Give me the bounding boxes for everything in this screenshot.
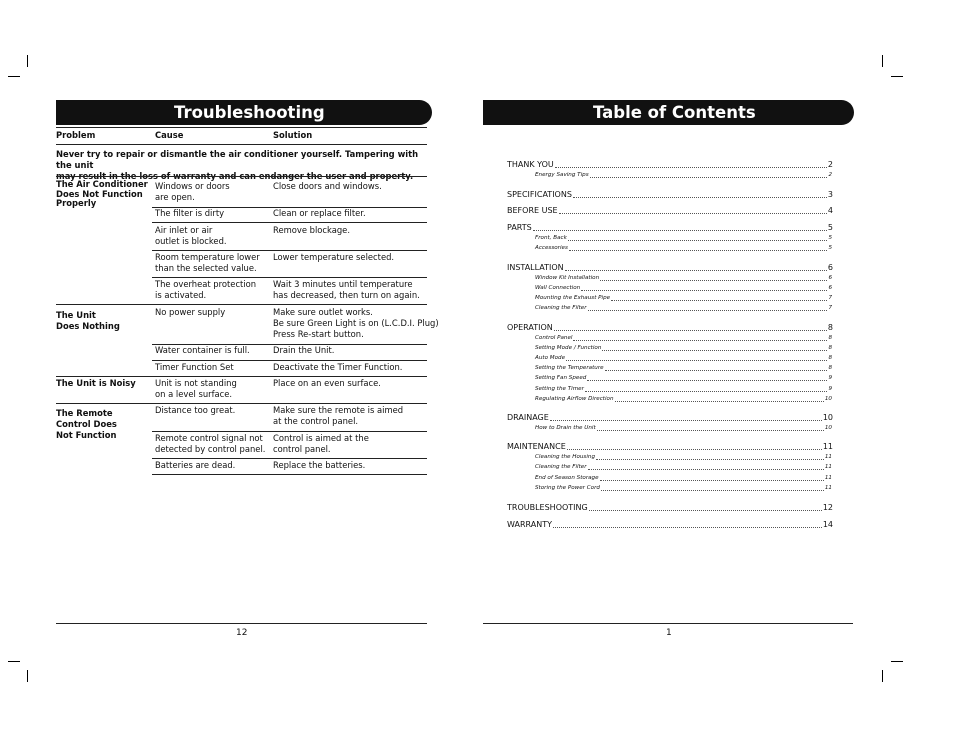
divider <box>152 277 427 278</box>
toc-leader <box>565 263 827 271</box>
toc-leader <box>589 503 822 511</box>
toc-label: SPECIFICATIONS <box>507 190 572 199</box>
solution-cell: Deactivate the Timer Function. <box>273 362 403 372</box>
crop-mark <box>882 55 883 67</box>
divider <box>152 458 427 459</box>
toc-page: 3 <box>827 190 833 199</box>
toc-page: 7 <box>828 305 832 311</box>
solution-cell: Make sure outlet works. Be sure Green Light is on (L.C.D.I. Plug) Press Re-start button. <box>273 307 439 339</box>
toc-page: 8 <box>828 335 832 341</box>
cause-cell: Remote control signal not detected by control panel. <box>155 433 266 454</box>
toc-leader <box>569 244 828 251</box>
toc-leader <box>553 520 822 528</box>
solution-cell: Clean or replace filter. <box>273 208 366 218</box>
crop-mark <box>891 76 903 77</box>
toc-leader <box>559 206 827 214</box>
toc-page: 14 <box>822 520 833 529</box>
divider <box>56 127 427 128</box>
toc-subentry <box>535 294 832 302</box>
toc-subentry <box>535 284 832 292</box>
toc-subentry <box>535 395 832 403</box>
troubleshooting-banner <box>56 100 432 125</box>
toc-page: 11 <box>822 442 833 451</box>
toc-label: PARTS <box>507 223 532 232</box>
toc-leader <box>581 284 827 291</box>
toc-subentry <box>535 171 832 179</box>
toc-label: THANK YOU <box>507 160 554 169</box>
divider <box>56 376 427 377</box>
cause-cell: Distance too great. <box>155 405 236 415</box>
toc-label: Mounting the Exhaust Pipe <box>535 295 611 301</box>
toc-leader <box>573 190 827 198</box>
solution-header: Solution <box>273 130 313 140</box>
toc-page: 11 <box>824 475 832 481</box>
toc-label: Front, Back <box>535 235 567 241</box>
toc-leader <box>597 424 824 431</box>
cause-cell: No power supply <box>155 307 226 317</box>
cause-cell: Windows or doors are open. <box>155 181 230 202</box>
toc-page: 8 <box>828 365 832 371</box>
cause-cell: Batteries are dead. <box>155 460 236 470</box>
toc-page: 5 <box>827 223 833 232</box>
solution-cell: Control is aimed at the control panel. <box>273 433 369 454</box>
cause-cell: The filter is dirty <box>155 208 225 218</box>
toc-subentry <box>535 274 832 282</box>
toc-leader <box>596 453 824 460</box>
toc-leader <box>601 484 824 491</box>
cause-header: Cause <box>155 130 184 140</box>
toc-entry <box>507 223 833 233</box>
crop-mark <box>27 670 28 682</box>
solution-cell: Lower temperature selected. <box>273 252 395 262</box>
toc-page: 10 <box>824 396 832 402</box>
toc-entry <box>507 442 833 452</box>
toc-entry <box>507 160 833 170</box>
solution-cell: Place on an even surface. <box>273 378 381 388</box>
toc-label: Energy Saving Tips <box>535 172 589 178</box>
toc-label: Auto Mode <box>535 355 566 361</box>
divider <box>56 144 427 145</box>
solution-cell: Make sure the remote is aimed at the control panel. <box>273 405 404 426</box>
toc-leader <box>573 334 827 341</box>
toc-subentry <box>535 244 832 252</box>
toc-entry <box>507 190 833 200</box>
cause-cell: Air inlet or air outlet is blocked. <box>155 225 227 246</box>
divider <box>56 176 427 177</box>
toc-banner <box>483 100 854 125</box>
toc-label: Cleaning the Filter <box>535 305 587 311</box>
toc-label: OPERATION <box>507 323 553 332</box>
toc-page: 10 <box>824 425 832 431</box>
toc-label: Setting Fan Speed <box>535 375 587 381</box>
toc-subentry <box>535 304 832 312</box>
toc-leader <box>600 474 824 481</box>
cause-cell: Water container is full. <box>155 345 250 355</box>
cause-cell: Unit is not standing on a level surface. <box>155 378 237 399</box>
crop-mark <box>891 661 903 662</box>
crop-mark <box>8 661 20 662</box>
toc-page: 2 <box>827 160 833 169</box>
toc-label: Window Kit Installation <box>535 275 600 281</box>
toc-subentry <box>535 374 832 382</box>
problem-header: Problem <box>56 130 96 140</box>
toc-page: 5 <box>828 235 832 241</box>
toc-leader <box>588 304 828 311</box>
toc-subentry <box>535 474 832 482</box>
problem-label: The Air Conditioner Does Not Function Properly <box>56 179 148 208</box>
toc-label: TROUBLESHOOTING <box>507 503 588 512</box>
toc-label: How to Drain the Unit <box>535 425 596 431</box>
toc-leader <box>554 323 827 331</box>
toc-leader <box>602 344 827 351</box>
toc-label: Setting Mode / Function <box>535 345 602 351</box>
toc-subentry <box>535 453 832 461</box>
footer-rule <box>56 623 427 624</box>
problem-label: The Unit Does Nothing <box>56 310 120 331</box>
toc-entry <box>507 413 833 423</box>
problem-label: The Unit is Noisy <box>56 378 136 388</box>
solution-cell: Replace the batteries. <box>273 460 366 470</box>
toc-entry <box>507 323 833 333</box>
divider <box>56 403 427 404</box>
toc-subentry <box>535 385 832 393</box>
toc-leader <box>605 364 828 371</box>
toc-page: 10 <box>822 413 833 422</box>
toc-leader <box>568 234 828 241</box>
toc-page: 11 <box>824 485 832 491</box>
toc-leader <box>615 395 824 402</box>
toc-page: 9 <box>828 386 832 392</box>
toc-label: BEFORE USE <box>507 206 558 215</box>
toc-page: 8 <box>827 323 833 332</box>
toc-subentry <box>535 484 832 492</box>
toc-subentry <box>535 354 832 362</box>
toc-leader <box>611 294 827 301</box>
toc-leader <box>550 413 822 421</box>
toc-label: Cleaning the Housing <box>535 454 595 460</box>
toc-entry <box>507 263 833 273</box>
toc-label: INSTALLATION <box>507 263 564 272</box>
toc-subentry <box>535 234 832 242</box>
toc-leader <box>590 171 828 178</box>
cause-cell: Timer Function Set <box>155 362 234 372</box>
crop-mark <box>882 670 883 682</box>
toc-leader <box>566 354 827 361</box>
divider <box>152 222 427 223</box>
solution-cell: Wait 3 minutes until temperature has decreased, then turn on again. <box>273 279 420 300</box>
toc-subentry <box>535 344 832 352</box>
solution-cell: Close doors and windows. <box>273 181 382 191</box>
toc-label: MAINTENANCE <box>507 442 566 451</box>
toc-label: Regulating Airflow Direction <box>535 396 614 402</box>
toc-label: Cleaning the Filter <box>535 464 587 470</box>
problem-label: The Remote Control Does Not Function <box>56 408 117 440</box>
toc-page: 5 <box>828 245 832 251</box>
toc-page: 6 <box>828 275 832 281</box>
toc-subentry <box>535 334 832 342</box>
toc-leader <box>587 374 827 381</box>
solution-cell: Remove blockage. <box>273 225 350 235</box>
toc-page: 6 <box>828 285 832 291</box>
toc-leader <box>585 385 828 392</box>
toc-page: 6 <box>827 263 833 272</box>
page-number: 12 <box>236 628 248 638</box>
footer-rule <box>483 623 853 624</box>
divider <box>152 250 427 251</box>
toc-page: 8 <box>828 355 832 361</box>
toc-label: DRAINAGE <box>507 413 549 422</box>
toc-page: 2 <box>828 172 832 178</box>
toc-leader <box>600 274 827 281</box>
toc-label: Storing the Power Cord <box>535 485 600 491</box>
crop-mark <box>27 55 28 67</box>
toc-entry <box>507 503 833 513</box>
toc-page: 12 <box>822 503 833 512</box>
crop-mark <box>8 76 20 77</box>
page-number: 1 <box>666 628 672 638</box>
toc-label: Setting the Temperature <box>535 365 604 371</box>
toc-subentry <box>535 463 832 471</box>
toc-entry <box>507 206 833 216</box>
toc-subentry <box>535 364 832 372</box>
page-title: Troubleshooting <box>174 103 325 122</box>
divider <box>152 431 427 432</box>
cause-cell: The overheat protection is activated. <box>155 279 257 300</box>
toc-page: 11 <box>824 454 832 460</box>
warning-text: Never try to repair or dismantle the air conditioner yourself. Tampering with the unit may result in the loss of warranty and can endanger the user and property. <box>56 149 419 181</box>
divider <box>56 304 427 305</box>
toc-leader <box>567 442 822 450</box>
toc-subentry <box>535 424 832 432</box>
toc-label: Control Panel <box>535 335 573 341</box>
toc-label: End of Season Storage <box>535 475 599 481</box>
toc-page: 9 <box>828 375 832 381</box>
toc-page: 8 <box>828 345 832 351</box>
cause-cell: Room temperature lower than the selected value. <box>155 252 260 273</box>
toc-label: Accessories <box>535 245 568 251</box>
toc-label: WARRANTY <box>507 520 552 529</box>
toc-leader <box>555 160 827 168</box>
toc-label: Setting the Timer <box>535 386 584 392</box>
page-title: Table of Contents <box>593 103 756 122</box>
solution-cell: Drain the Unit. <box>273 345 335 355</box>
toc-label: Wall Connection <box>535 285 581 291</box>
divider <box>152 360 427 361</box>
toc-page: 7 <box>828 295 832 301</box>
toc-entry <box>507 520 833 530</box>
toc-leader <box>533 223 827 231</box>
toc-page: 11 <box>824 464 832 470</box>
divider <box>152 474 427 475</box>
toc-leader <box>588 463 824 470</box>
toc-page: 4 <box>827 206 833 215</box>
